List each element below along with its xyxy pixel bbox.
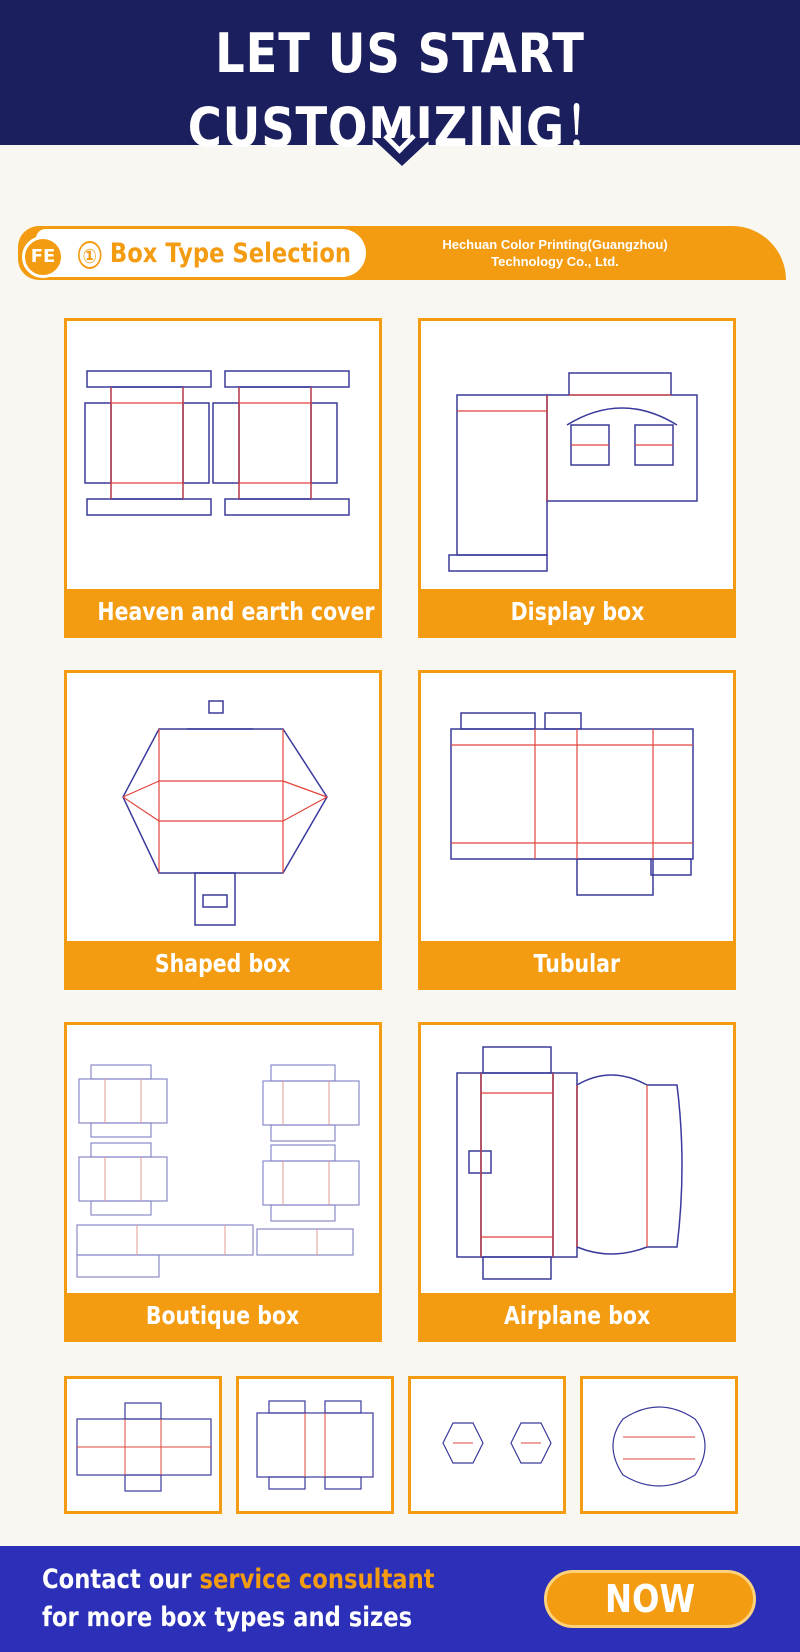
section-title	[78, 236, 351, 272]
box-type-thumb-1[interactable]	[64, 1376, 222, 1514]
tray-box-dieline	[239, 1379, 391, 1511]
airplane-box-dieline	[421, 1025, 733, 1293]
boutique-box-dieline	[67, 1025, 379, 1293]
service-consultant-link[interactable]: service consultant	[199, 1564, 435, 1595]
hexagon-box-dieline	[411, 1379, 563, 1511]
company-line-2: Technology Co., Ltd.	[491, 254, 619, 269]
company-line-1: Hechuan Color Printing(Guangzhou)	[442, 237, 668, 252]
now-button[interactable]: NOW	[544, 1570, 756, 1628]
page-title: LET US START CUSTOMIZING！	[187, 22, 613, 159]
box-type-card-shaped[interactable]	[64, 670, 382, 990]
footer-line-1: Contact our service consultant	[42, 1564, 435, 1595]
mailer-box-dieline	[67, 1379, 219, 1511]
footer-line-2: for more box types and sizes	[42, 1602, 413, 1633]
box-type-card-tubular[interactable]	[418, 670, 736, 990]
card-label: Tubular	[421, 941, 733, 987]
box-type-card-display[interactable]	[418, 318, 736, 638]
card-label: Display box	[421, 589, 733, 635]
box-type-thumb-4[interactable]	[580, 1376, 738, 1514]
round-box-dieline	[583, 1379, 735, 1511]
card-label: Shaped box	[67, 941, 379, 987]
box-type-card-heaven-earth[interactable]	[64, 318, 382, 638]
tubular-dieline	[421, 673, 733, 941]
card-label: Heaven and earth cover	[67, 589, 379, 635]
box-type-card-boutique[interactable]	[64, 1022, 382, 1342]
card-label: Boutique box	[67, 1293, 379, 1339]
card-label: Airplane box	[421, 1293, 733, 1339]
brand-logo-icon: FE	[22, 236, 64, 278]
section-title-text: Box Type Selection	[109, 238, 352, 269]
step-number: ①	[78, 241, 102, 269]
box-type-thumb-3[interactable]	[408, 1376, 566, 1514]
shaped-box-dieline	[67, 673, 379, 941]
company-name	[400, 236, 710, 270]
heaven-earth-dieline	[67, 321, 379, 589]
box-type-card-airplane[interactable]	[418, 1022, 736, 1342]
display-box-dieline	[421, 321, 733, 589]
box-type-thumb-2[interactable]	[236, 1376, 394, 1514]
